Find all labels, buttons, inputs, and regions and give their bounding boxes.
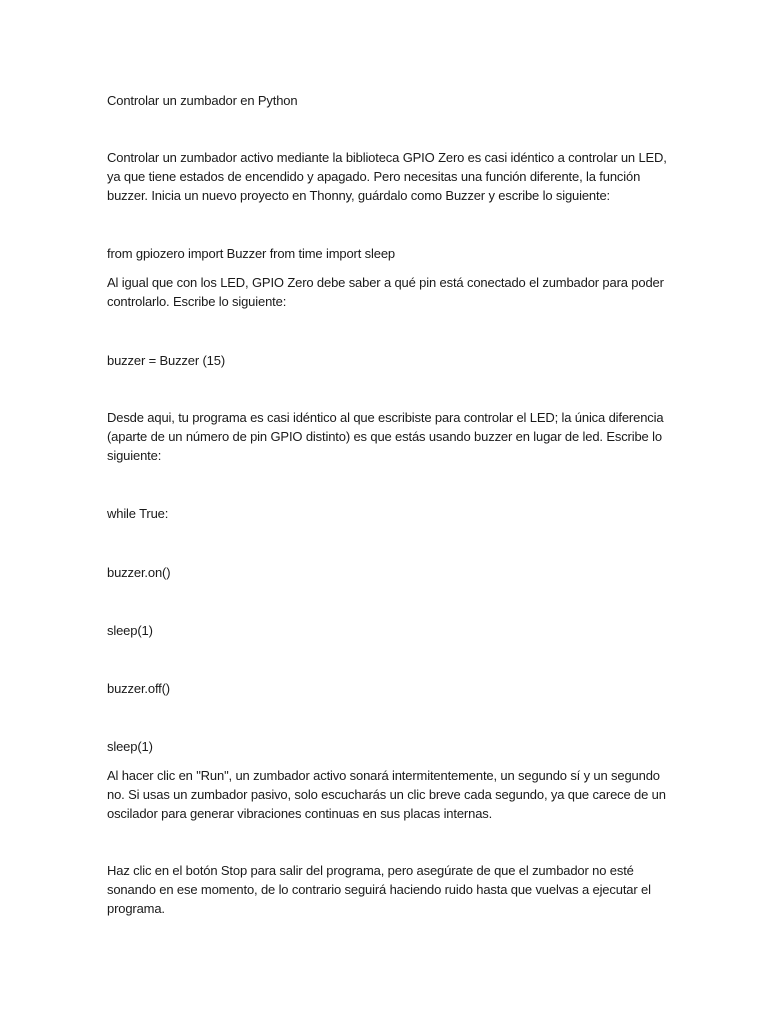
code-sleep-line: sleep(1) bbox=[107, 739, 153, 754]
code-sleep-line: sleep(1) bbox=[107, 623, 153, 638]
pin-paragraph: Al igual que con los LED, GPIO Zero debe saber a qué pin está conectado el zumbador para poder controlarlo. Escribe lo siguiente: bbox=[107, 275, 664, 309]
code-buzzer-on-line: buzzer.on() bbox=[107, 565, 171, 580]
intro-paragraph: Controlar un zumbador activo mediante la biblioteca GPIO Zero es casi idéntico a controlar un LED, ya que tiene estados de encendido y apagado. Pero necesitas una función diferente, la función buzzer. Inicia un nuevo proyecto en Thonny, guárdalo como Buzzer y escribe lo siguiente: bbox=[107, 150, 667, 203]
run-paragraph: Al hacer clic en "Run", un zumbador activo sonará intermitentemente, un segundo sí y un segundo no. Si usas un zumbador pasivo, solo escucharás un clic breve cada segundo, ya que carece de un oscilador para generar vibraciones continuas en sus placas internas. bbox=[107, 768, 666, 821]
code-buzzer-off-line: buzzer.off() bbox=[107, 681, 170, 696]
code-buzzer-line: buzzer = Buzzer (15) bbox=[107, 353, 226, 368]
stop-paragraph: Haz clic en el botón Stop para salir del programa, pero asegúrate de que el zumbador no esté sonando en ese momento, de lo contrario seguirá haciendo ruido hasta que vuelvas a ejecutar el programa. bbox=[107, 863, 651, 916]
document-title: Controlar un zumbador en Python bbox=[107, 93, 298, 108]
code-while-line: while True: bbox=[107, 506, 169, 521]
code-import-line: from gpiozero import Buzzer from time import sleep bbox=[107, 246, 395, 261]
program-paragraph: Desde aqui, tu programa es casi idéntico al que escribiste para controlar el LED; la única diferencia (aparte de un número de pin GPIO distinto) es que estás usando buzzer en lugar de led. Escribe lo siguiente: bbox=[107, 410, 664, 463]
